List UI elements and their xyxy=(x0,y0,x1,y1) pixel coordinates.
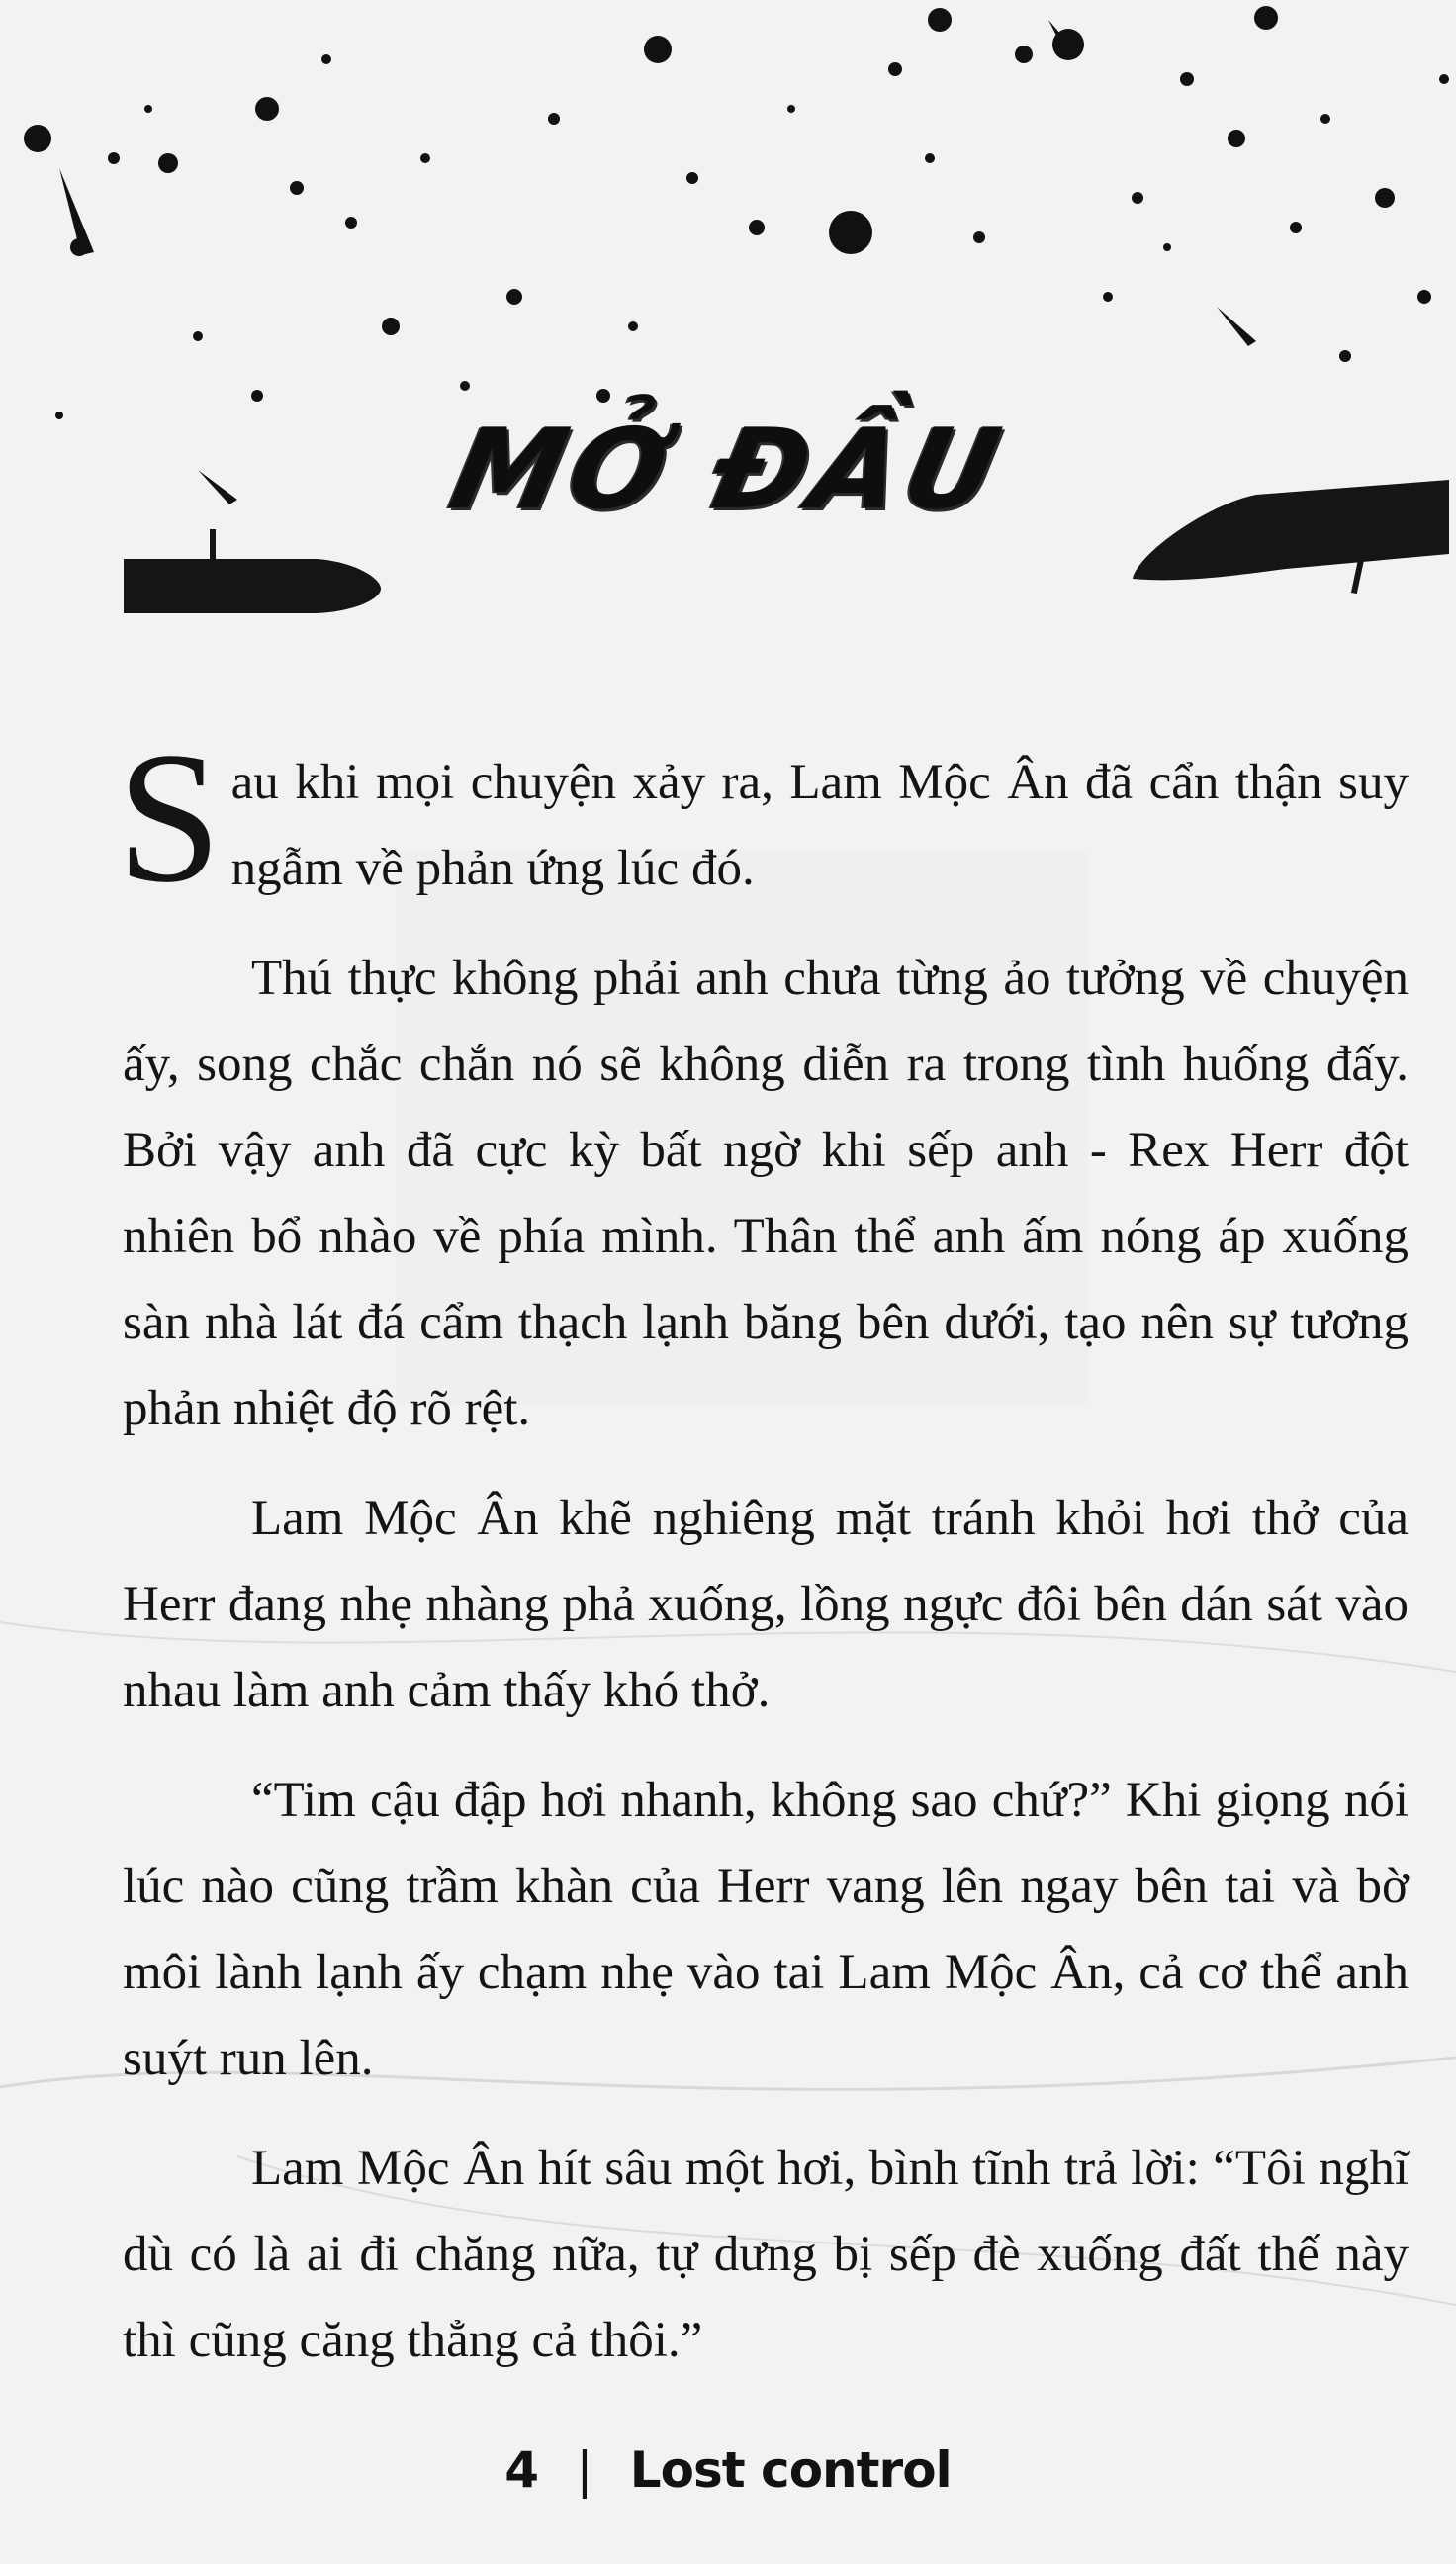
paragraph-2: Thú thực không phải anh chưa từng ảo tưởng về chuyện ấy, song chắc chắn nó sẽ không diễn ra trong tình huống đấy. Bởi vậy anh đã cực kỳ bất ngờ khi sếp anh - Rex Herr đột nhiên bổ nhào về phía mình. Thân thể anh ấm nóng áp xuống sàn nhà lát đá cẩm thạch lạnh băng bên dưới, tạo nên sự tương phản nhiệt độ rõ rệt. xyxy=(123,951,1409,1436)
paragraph-4: “Tim cậu đập hơi nhanh, không sao chứ?” Khi giọng nói lúc nào cũng trầm khàn của Herr vang lên ngay bên tai và bờ môi lành lạnh ấy chạm nhẹ vào tai Lam Mộc Ân, cả cơ thể anh suýt run lên. xyxy=(123,1773,1409,2086)
paragraph-3: Lam Mộc Ân khẽ nghiêng mặt tránh khỏi hơi thở của Herr đang nhẹ nhàng phả xuống, lồng ngực đôi bên dán sát vào nhau làm anh cảm thấy khó thở. xyxy=(123,1491,1409,1718)
paragraph-5: Lam Mộc Ân hít sâu một hơi, bình tĩnh trả lời: “Tôi nghĩ dù có là ai đi chăng nữa, tự dưng bị sếp đè xuống đất thế này thì cũng căng thẳng cả thôi.” xyxy=(123,2141,1409,2368)
page-number: 4 xyxy=(504,2441,539,2499)
drop-cap: S xyxy=(117,714,222,922)
paragraph-1 xyxy=(117,714,1409,922)
book-title: Lost control xyxy=(629,2441,952,2499)
page-footer xyxy=(0,2441,1456,2499)
paragraph-1-text: au khi mọi chuyện xảy ra, Lam Mộc Ân đã cẩn thận suy ngẫm về phản ứng lúc đó. xyxy=(230,755,1409,896)
footer-separator: | xyxy=(576,2441,592,2499)
chapter-title: MỞ ĐẦU xyxy=(440,406,1016,534)
chapter-body xyxy=(117,714,1409,2408)
ink-splatter-decoration xyxy=(0,0,1456,653)
